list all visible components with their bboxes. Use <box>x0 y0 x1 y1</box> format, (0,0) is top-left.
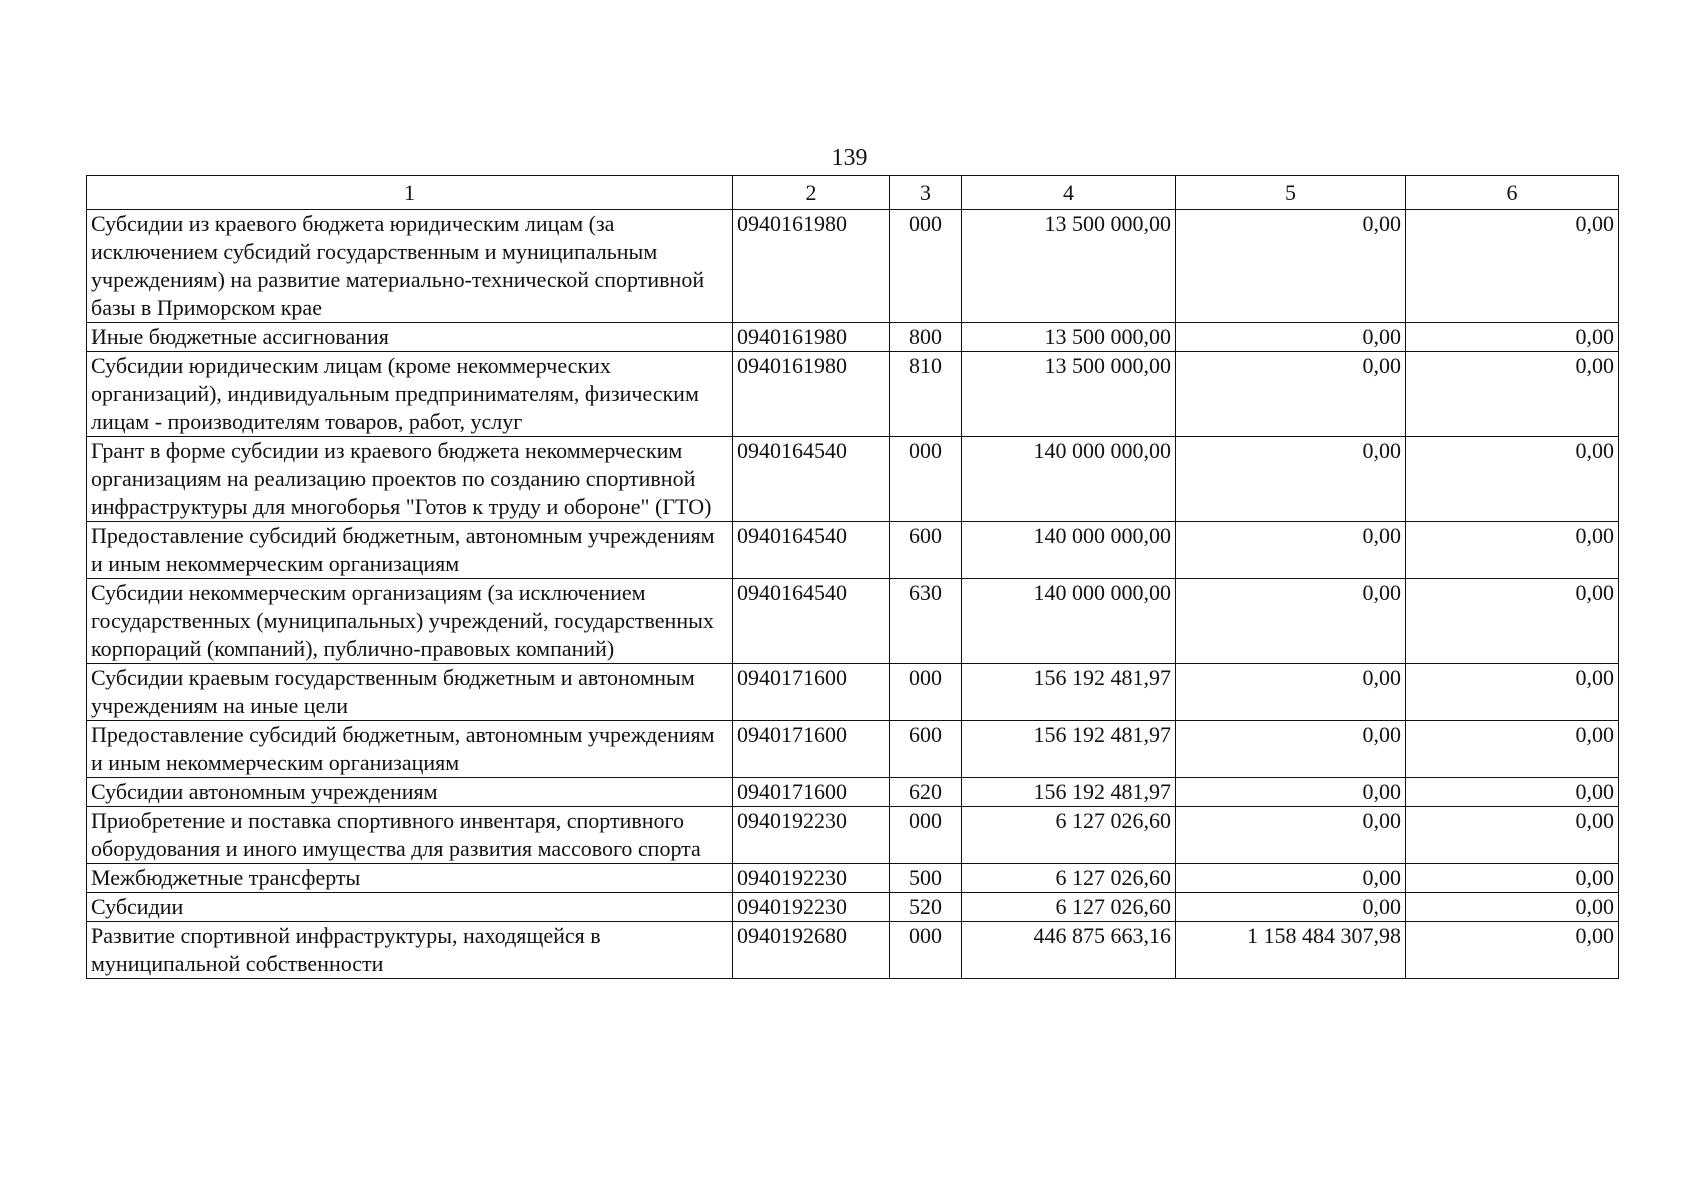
header-cell-5: 5 <box>1176 176 1406 210</box>
row-name: Субсидии юридическим лицам (кроме некоммерческих организаций), индивидуальным предпринимателям, физическим лицам - производителям товаров, работ, услуг <box>87 352 733 437</box>
row-name: Предоставление субсидий бюджетным, автономным учреждениям и иным некоммерческим организациям <box>87 721 733 778</box>
header-cell-2: 2 <box>733 176 890 210</box>
row-name: Субсидии краевым государственным бюджетным и автономным учреждениям на иные цели <box>87 664 733 721</box>
row-code: 0940164540 <box>733 522 890 579</box>
table-row <box>87 922 1619 979</box>
table-row <box>87 721 1619 778</box>
table-row <box>87 893 1619 922</box>
row-amount-1: 156 192 481,97 <box>962 721 1176 778</box>
row-amount-3: 0,00 <box>1406 579 1619 664</box>
row-amount-2: 0,00 <box>1176 778 1406 807</box>
row-type: 000 <box>890 210 962 323</box>
row-name: Субсидии <box>87 893 733 922</box>
budget-table <box>86 175 1619 979</box>
row-amount-3: 0,00 <box>1406 664 1619 721</box>
row-amount-1: 13 500 000,00 <box>962 323 1176 352</box>
row-amount-1: 140 000 000,00 <box>962 579 1176 664</box>
row-amount-2: 1 158 484 307,98 <box>1176 922 1406 979</box>
row-type: 500 <box>890 864 962 893</box>
row-name: Грант в форме субсидии из краевого бюджета некоммерческим организациям на реализацию проектов по созданию спортивной инфраструктуры для многоборья "Готов к труду и обороне" (ГТО) <box>87 437 733 522</box>
row-amount-1: 13 500 000,00 <box>962 210 1176 323</box>
row-type: 630 <box>890 579 962 664</box>
row-code: 0940192230 <box>733 807 890 864</box>
row-amount-3: 0,00 <box>1406 323 1619 352</box>
table-row <box>87 579 1619 664</box>
row-type: 000 <box>890 437 962 522</box>
row-amount-2: 0,00 <box>1176 579 1406 664</box>
row-amount-3: 0,00 <box>1406 522 1619 579</box>
row-type: 000 <box>890 664 962 721</box>
page-number: 139 <box>831 145 868 171</box>
row-amount-2: 0,00 <box>1176 323 1406 352</box>
row-name: Иные бюджетные ассигнования <box>87 323 733 352</box>
row-amount-1: 6 127 026,60 <box>962 864 1176 893</box>
header-cell-3: 3 <box>890 176 962 210</box>
row-amount-3: 0,00 <box>1406 210 1619 323</box>
row-type: 600 <box>890 721 962 778</box>
table-row <box>87 210 1619 323</box>
table-row <box>87 807 1619 864</box>
row-amount-3: 0,00 <box>1406 721 1619 778</box>
table-header <box>87 176 1619 210</box>
row-amount-1: 140 000 000,00 <box>962 437 1176 522</box>
row-type: 620 <box>890 778 962 807</box>
row-code: 0940171600 <box>733 664 890 721</box>
row-amount-3: 0,00 <box>1406 922 1619 979</box>
row-amount-1: 6 127 026,60 <box>962 807 1176 864</box>
row-amount-3: 0,00 <box>1406 807 1619 864</box>
row-code: 0940161980 <box>733 323 890 352</box>
row-amount-3: 0,00 <box>1406 778 1619 807</box>
table-row <box>87 778 1619 807</box>
row-amount-2: 0,00 <box>1176 893 1406 922</box>
row-amount-2: 0,00 <box>1176 352 1406 437</box>
row-type: 810 <box>890 352 962 437</box>
row-code: 0940161980 <box>733 352 890 437</box>
row-amount-3: 0,00 <box>1406 437 1619 522</box>
table-row <box>87 437 1619 522</box>
row-amount-1: 156 192 481,97 <box>962 778 1176 807</box>
row-name: Субсидии автономным учреждениям <box>87 778 733 807</box>
row-name: Межбюджетные трансферты <box>87 864 733 893</box>
row-amount-1: 13 500 000,00 <box>962 352 1176 437</box>
row-amount-3: 0,00 <box>1406 893 1619 922</box>
row-amount-2: 0,00 <box>1176 864 1406 893</box>
row-type: 000 <box>890 922 962 979</box>
table-body <box>87 210 1619 979</box>
row-amount-1: 6 127 026,60 <box>962 893 1176 922</box>
row-name: Субсидии некоммерческим организациям (за исключением государственных (муниципальных) учреждений, государственных корпораций (компаний), публично-правовых компаний) <box>87 579 733 664</box>
row-amount-2: 0,00 <box>1176 210 1406 323</box>
table-row <box>87 352 1619 437</box>
header-cell-1: 1 <box>87 176 733 210</box>
row-code: 0940171600 <box>733 778 890 807</box>
row-amount-1: 446 875 663,16 <box>962 922 1176 979</box>
header-cell-4: 4 <box>962 176 1176 210</box>
row-code: 0940164540 <box>733 437 890 522</box>
row-type: 800 <box>890 323 962 352</box>
row-type: 520 <box>890 893 962 922</box>
row-amount-2: 0,00 <box>1176 807 1406 864</box>
row-type: 600 <box>890 522 962 579</box>
row-amount-1: 140 000 000,00 <box>962 522 1176 579</box>
row-type: 000 <box>890 807 962 864</box>
row-amount-1: 156 192 481,97 <box>962 664 1176 721</box>
row-amount-2: 0,00 <box>1176 721 1406 778</box>
row-amount-3: 0,00 <box>1406 864 1619 893</box>
row-code: 0940192230 <box>733 893 890 922</box>
row-amount-3: 0,00 <box>1406 352 1619 437</box>
row-code: 0940171600 <box>733 721 890 778</box>
row-code: 0940192230 <box>733 864 890 893</box>
table-row <box>87 664 1619 721</box>
row-code: 0940164540 <box>733 579 890 664</box>
row-name: Развитие спортивной инфраструктуры, находящейся в муниципальной собственности <box>87 922 733 979</box>
row-amount-2: 0,00 <box>1176 522 1406 579</box>
row-amount-2: 0,00 <box>1176 664 1406 721</box>
table-row <box>87 522 1619 579</box>
row-name: Приобретение и поставка спортивного инвентаря, спортивного оборудования и иного имущества для развития массового спорта <box>87 807 733 864</box>
row-code: 0940161980 <box>733 210 890 323</box>
header-row <box>87 176 1619 210</box>
table-row <box>87 323 1619 352</box>
row-name: Предоставление субсидий бюджетным, автономным учреждениям и иным некоммерческим организациям <box>87 522 733 579</box>
header-cell-6: 6 <box>1406 176 1619 210</box>
table-row <box>87 864 1619 893</box>
row-code: 0940192680 <box>733 922 890 979</box>
row-amount-2: 0,00 <box>1176 437 1406 522</box>
row-name: Субсидии из краевого бюджета юридическим лицам (за исключением субсидий государственным и муниципальным учреждениям) на развитие материально-технической спортивной базы в Приморском крае <box>87 210 733 323</box>
